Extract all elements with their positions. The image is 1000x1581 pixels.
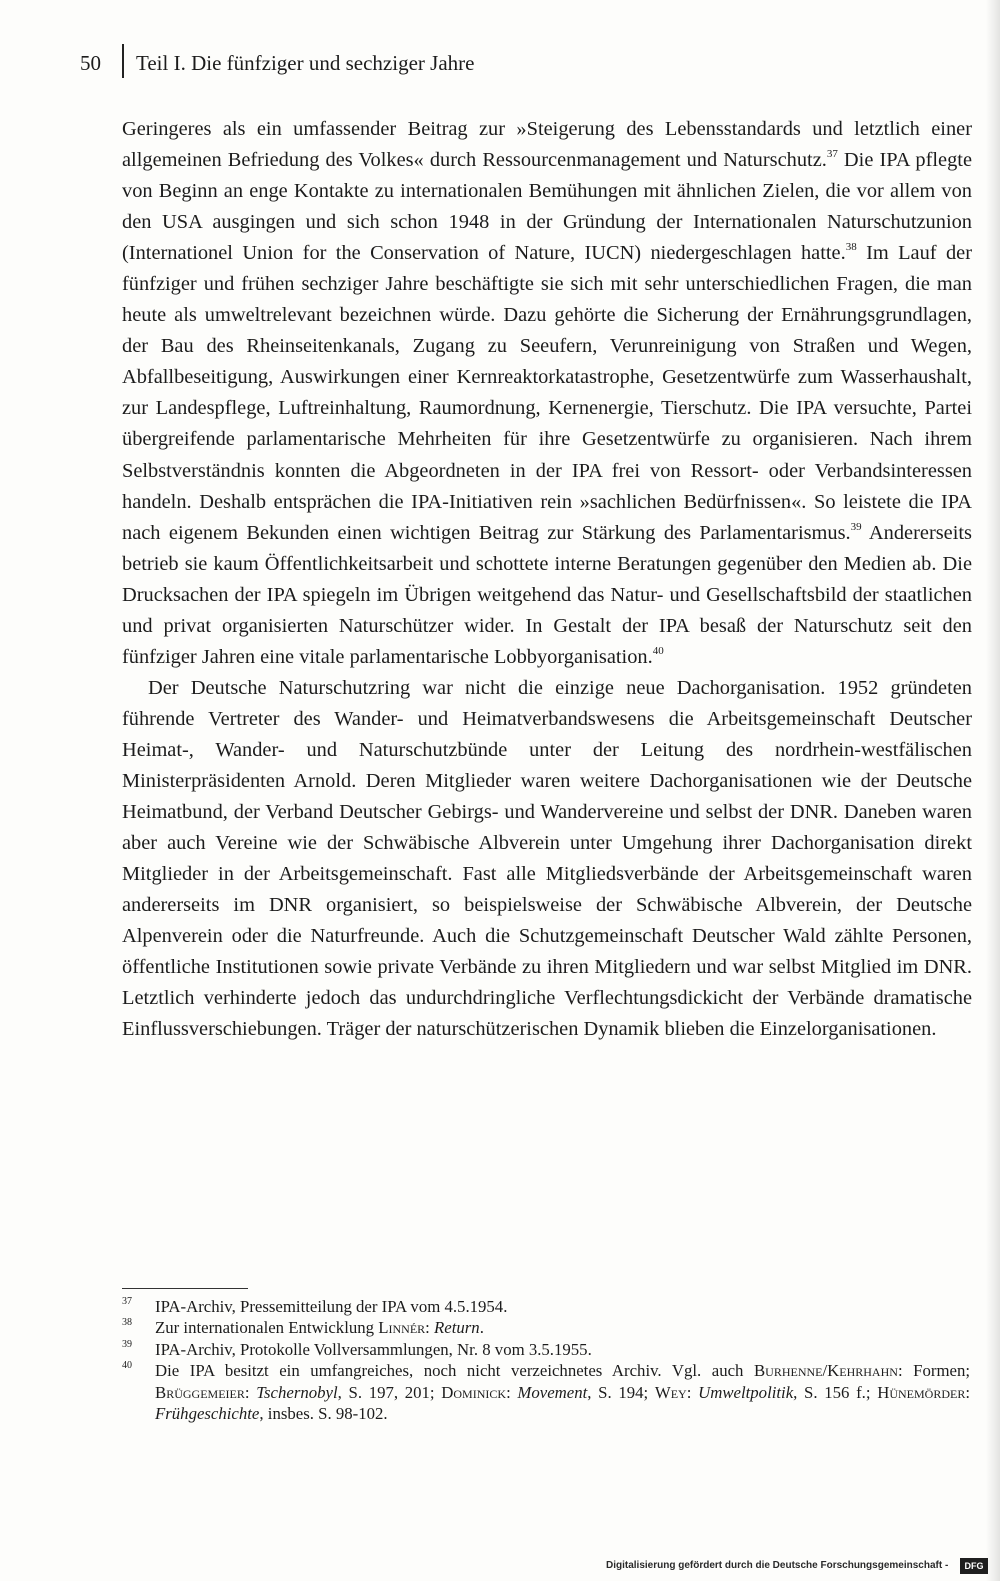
footnote-divider (122, 1288, 248, 1289)
fn40-text-a: Die IPA besitzt ein umfangreiches, noch nicht verzeichnetes Archiv. Vgl. auch (155, 1361, 754, 1381)
body-text (122, 114, 972, 1045)
footnote-text: IPA-Archiv, Pressemitteilung der IPA vom 4.5.1954. (155, 1297, 508, 1316)
footnote-text (155, 1318, 484, 1337)
footnote-ref-37[interactable]: 37 (826, 148, 838, 161)
footnote-text (155, 1361, 970, 1423)
dfg-logo: DFG (960, 1558, 988, 1574)
footnote-text: IPA-Archiv, Protokolle Vollversammlungen, Nr. 8 vom 3.5.1955. (155, 1339, 592, 1359)
footnote-38-end: . (479, 1318, 484, 1338)
footnote-number: 40 (122, 1360, 132, 1372)
footnote-number: 39 (122, 1338, 132, 1350)
paragraph-2: Der Deutsche Naturschutzring war nicht die einzige neue Dachorganisation. 1952 gründeten führende Vertreter des Wander- und Heimatverbandswesens die Arbeitsgemeinschaft Deutscher Heimat-, Wander- und Naturschutzbünde unter der Leitung des nordrhein-westfälischen Ministerpräsidenten Arnold. Deren Mitglieder waren weitere Dachorganisationen wie der Deutsche Heimatbund, der Verband Deutscher Gebirgs- und Wandervereine und selbst der DNR. Daneben waren aber auch Vereine wie der Schwäbische Albverein unter Umgehung ihrer Dachorganisation direkt Mitglieder in der Arbeitsgemeinschaft. Fast alle Mitgliedsverbände der Arbeitsgemeinschaft waren andererseits im DNR organisiert, so beispielsweise der Schwäbische Albverein, der Deutsche Alpenverein oder die Naturfreunde. Auch die Schutzgemeinschaft Deutscher Wald zählte Personen, öffentliche Institutionen sowie private Verbände zu ihren Mitgliedern und war selbst Mitglied im DNR. Letztlich verhinderte jedoch das undurchdringliche Verflechtungsdickicht der Verbände dramatische Einflussverschiebungen. Träger der naturschützerischen Dynamik blieben die Einzelorganisationen. (122, 676, 972, 1041)
fn40-text-f: , S. 194; (587, 1382, 655, 1402)
footnote-number: 38 (122, 1317, 132, 1329)
fn40-text-g: : (686, 1382, 699, 1402)
paragraph-1-part-2: Die IPA pflegte von Beginn an enge Kontakte zu internationalen Bemühungen mit ähnlichen Zielen, die vor allem von den USA ausgingen und sich schon 1948 in der Gründung der Internationalen Naturschutzunion (Internationel Union for the Conservation of Nature, IUCN) niedergeschlagen hatte. (122, 149, 972, 265)
header-divider (122, 44, 124, 78)
footnote-38-lead: Zur internationalen Entwicklung (155, 1318, 379, 1338)
fn40-text-c: : (244, 1382, 257, 1402)
fn40-text-b: : Formen; (897, 1361, 970, 1381)
fn40-text-i: : (965, 1382, 971, 1402)
fn40-author-dominick: Dominick (441, 1382, 507, 1402)
footnote-38 (122, 1317, 970, 1338)
fn40-author-brueggemeier: Brüggemeier (155, 1382, 245, 1402)
running-title: Teil I. Die fünfziger und sechziger Jahre (136, 51, 475, 75)
page-number: 50 (80, 51, 101, 75)
fn40-text-d: , S. 197, 201; (337, 1382, 442, 1402)
fn40-author-burhenne-kehrhahn: Burhenne/Kehrhahn (753, 1361, 898, 1381)
paragraph-1-part-3: Im Lauf der fünfziger und frühen sechziger Jahre beschäftigte sie sich mit sehr unterschiedlichen Fragen, die man heute als umweltrelevant bezeichnen würde. Dazu gehörte die Sicherung der Ernährungsgrundlagen, der Bau des Rheinseitenkanals, Zugang zu Seeufern, Verunreinigung von Straßen und Wegen, Abfallbeseitigung, Auswirkungen einer Kernreaktorkatastrophe, Gesetzentwürfe zum Wasserhaushalt, zur Landespflege, Luftreinhaltung, Raumordnung, Kernenergie, Tierschutz. Die IPA versuchte, Partei übergreifende parlamentarische Mehrheiten für ihre Gesetzentwürfe zu organisieren. Nach ihrem Selbstverständnis konnten die Abgeordneten in der IPA frei von Ressort- oder Verbandsinteressen handeln. Deshalb entsprächen die IPA-Initiativen rein »sachlichen Bedürfnissen«. So leistete die IPA nach eigenem Bekunden einen wichtigen Beitrag zur Stärkung des Parlamentarismus. (122, 242, 972, 544)
fn40-title-umweltpolitik: Umweltpolitik (698, 1382, 794, 1402)
footnote-38-sep: : (425, 1318, 435, 1338)
fn40-text-e: : (506, 1382, 518, 1402)
footnote-ref-40[interactable]: 40 (652, 645, 664, 657)
fn40-title-movement: Movement (517, 1382, 588, 1402)
paragraph-1-part-4: Andererseits betrieb sie kaum Öffentlichkeitsarbeit und schottete interne Beratungen gegenüber den Medien ab. Die Drucksachen der IPA spiegeln im Übrigen weitgehend das Natur- und Gesellschaftsbild der staatlichen und privat organisierten Naturschützer wider. In Gestalt der IPA besaß der Naturschutz seit den fünfziger Jahren eine vitale parlamentarische Lobbyorganisation. (122, 521, 972, 668)
footnote-38-title: Return (434, 1318, 480, 1338)
fn40-author-wey: Wey (654, 1382, 687, 1402)
footnote-ref-39[interactable]: 39 (850, 520, 862, 533)
paragraph-1 (122, 114, 972, 673)
footnote-ref-38[interactable]: 38 (845, 241, 857, 254)
paragraph-1-part-1: Geringeres als ein umfassender Beitrag zur »Steigerung des Lebensstandards und letztlich einer allgemeinen Befriedung des Volkes« durch Ressourcenmanagement und Naturschutz. (122, 118, 972, 172)
footnote-number: 37 (122, 1296, 132, 1307)
fn40-text-h: , S. 156 f.; (793, 1382, 878, 1402)
footnote-40 (122, 1360, 970, 1424)
digitization-credit: Digitalisierung gefördert durch die Deutsche Forschungsgemeinschaft - (606, 1560, 949, 1571)
fn40-title-tschernobyl: Tschernobyl (256, 1382, 338, 1402)
fn40-text-j: , insbes. S. 98-102. (259, 1404, 388, 1424)
fn40-title-fruehgeschichte: Frühgeschichte (155, 1404, 260, 1424)
footnote-39 (122, 1339, 970, 1360)
footnote-38-author: Linnér (378, 1318, 426, 1338)
footnote-37 (122, 1296, 970, 1317)
fn40-author-huenemoerder: Hünemörder (877, 1382, 966, 1402)
footnotes (122, 1296, 970, 1424)
page-edge-shadow (986, 0, 1000, 1581)
